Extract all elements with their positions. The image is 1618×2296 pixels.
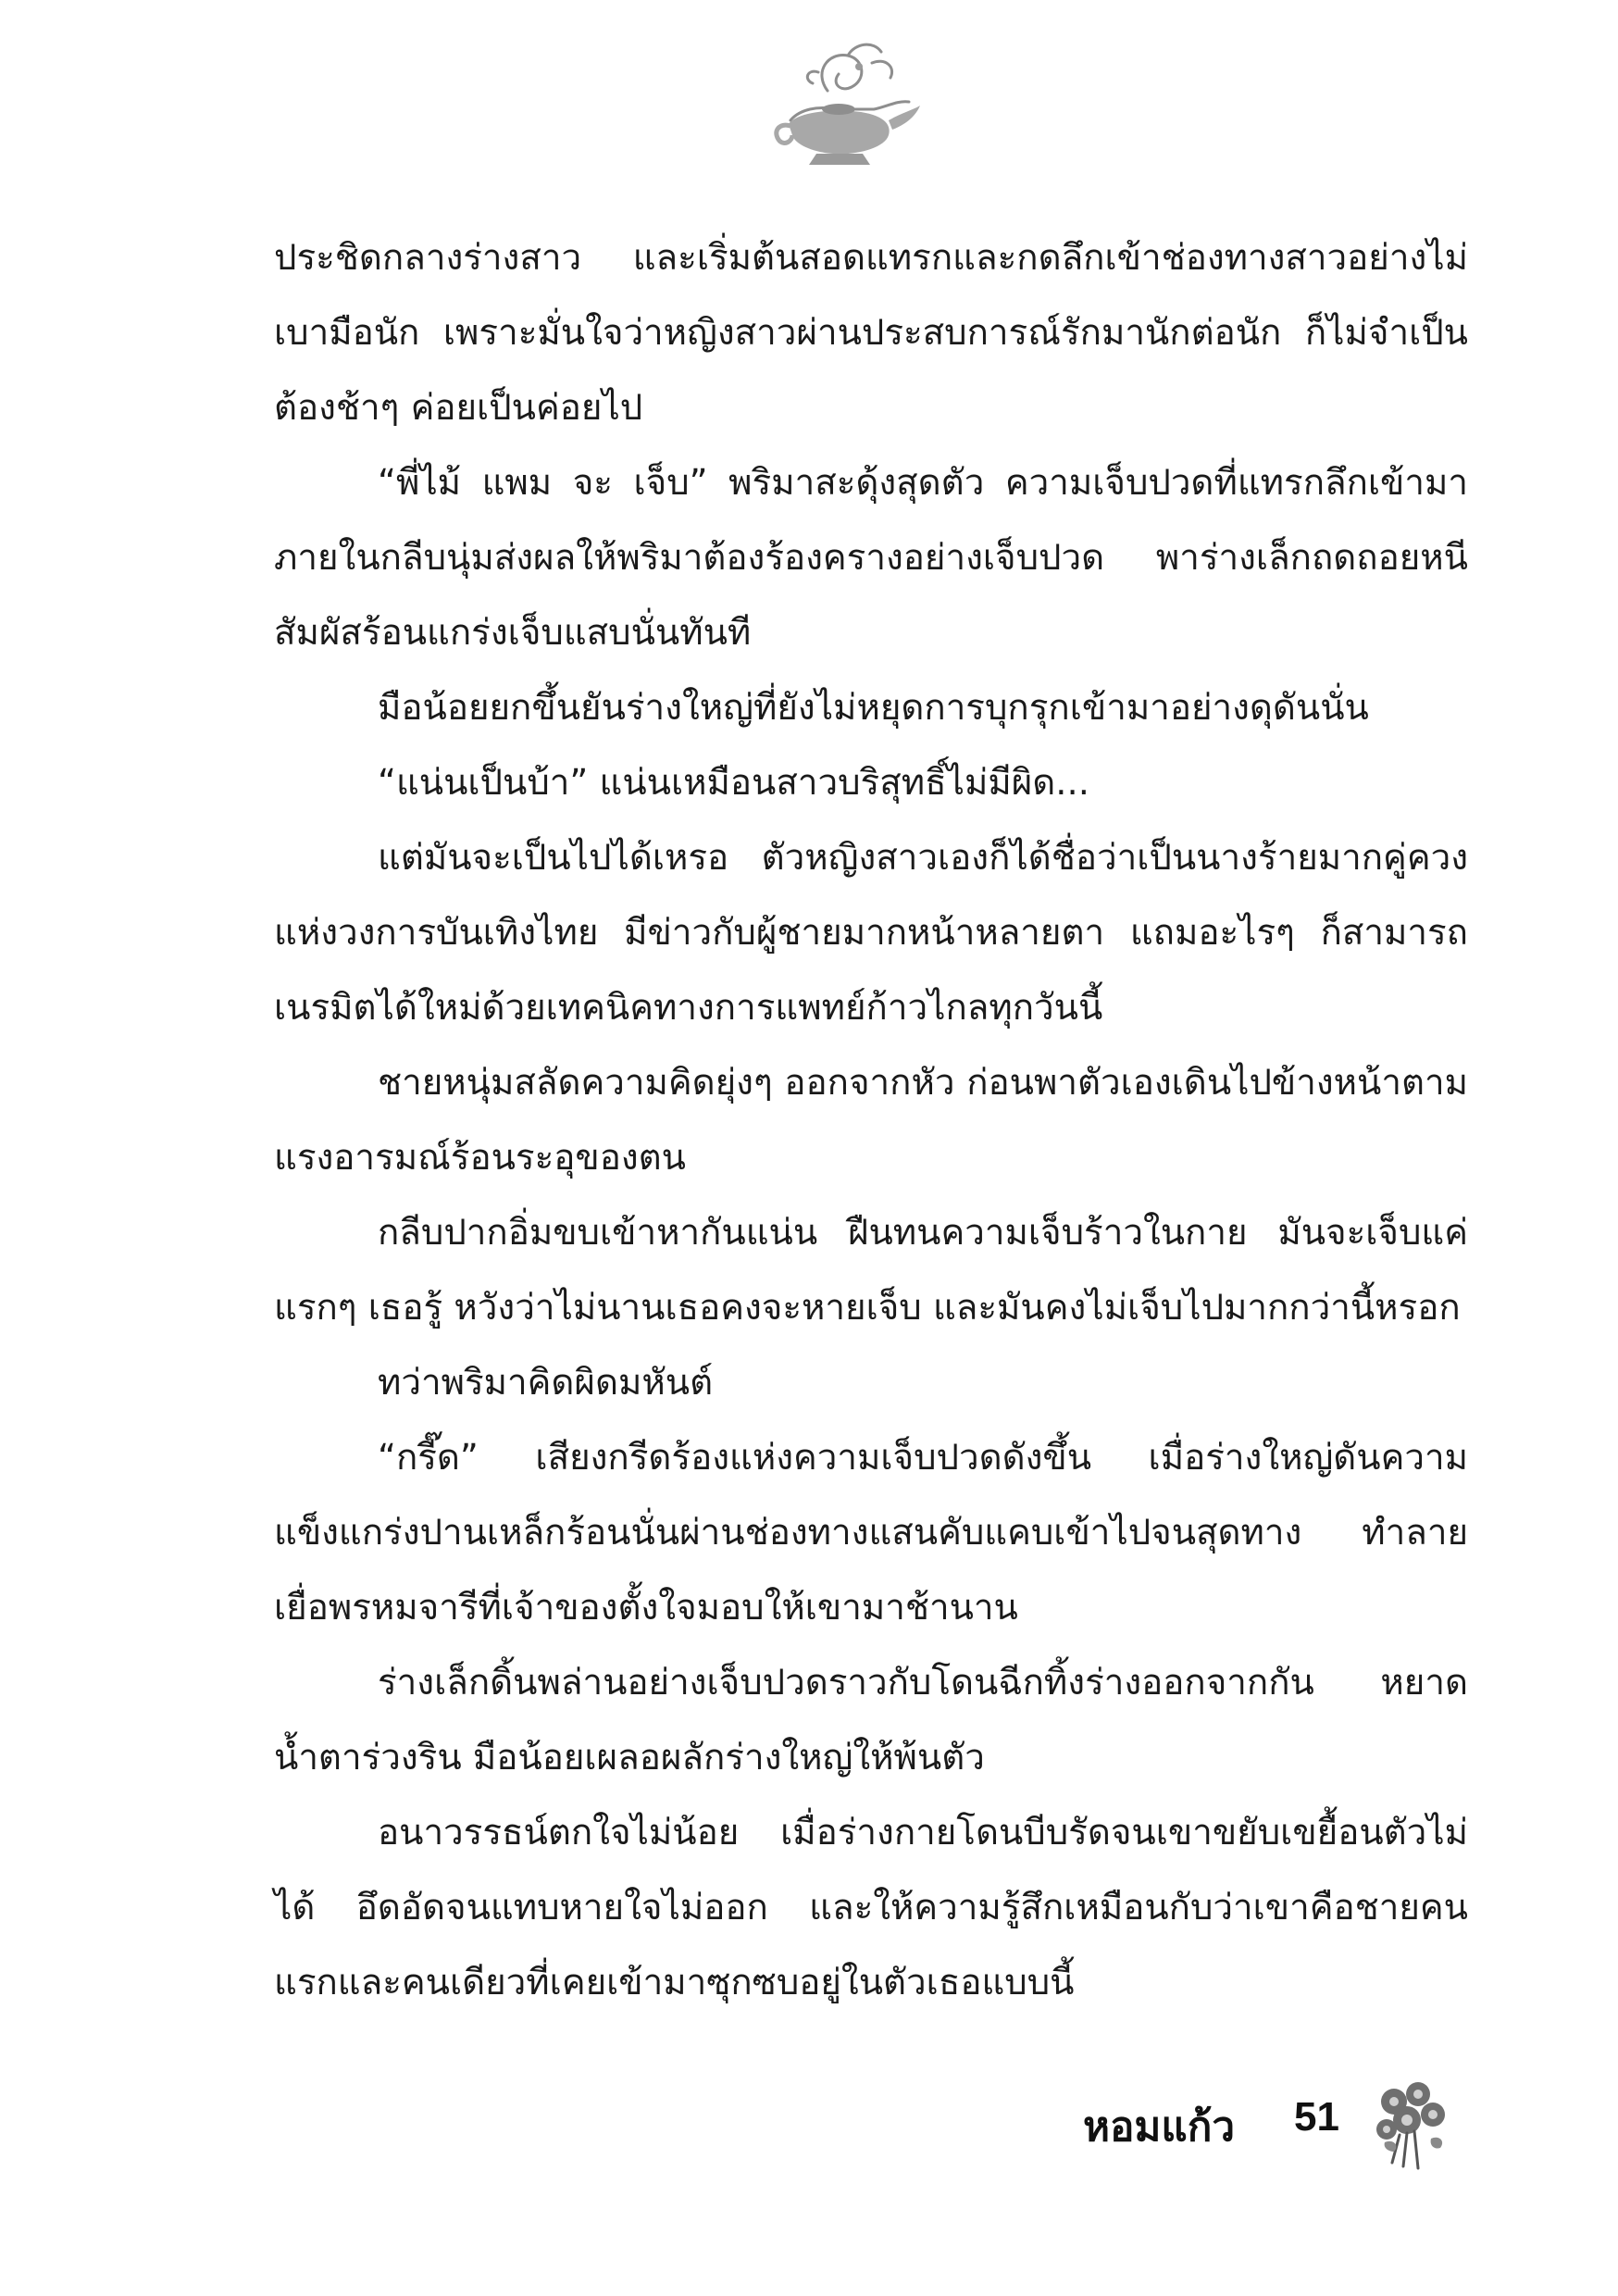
paragraph: ร่างเล็กดิ้นพล่านอย่างเจ็บปวดราวกับโดนฉีกทิ้งร่างออกจากกัน หยาดน้ำตาร่วงริน มือน้อยเผลอผลักร่างใหญ่ให้พ้นตัว [274, 1662, 1468, 1778]
paragraph: กลีบปากอิ่มขบเข้าหากันแน่น ฝืนทนความเจ็บร้าวในกาย มันจะเจ็บแค่แรกๆ เธอรู้ หวังว่าไม่นานเธอคงจะหายเจ็บ และมันคงไม่เจ็บไปมากกว่านี้หรอก [274, 1212, 1468, 1329]
paragraph: อนาวรรธน์ตกใจไม่น้อย เมื่อร่างกายโดนบีบรัดจนเขาขยับเขยื้อนตัวไม่ได้ อึดอัดจนแทบหายใจไม่ออก และให้ความรู้สึกเหมือนกับว่าเขาคือชายคนแรกและคนเดียวที่เคยเข้ามาซุกซบอยู่ในตัวเธอแบบนี้ [274, 1812, 1468, 2003]
paragraph: แต่มันจะเป็นไปได้เหรอ ตัวหญิงสาวเองก็ได้ชื่อว่าเป็นนางร้ายมากคู่ควงแห่งวงการบันเทิงไทย มีข่าวกับผู้ชายมากหน้าหลายตา แถมอะไรๆ ก็สามารถเนรมิตได้ใหม่ด้วยเทคนิคทางการแพทย์ก้าวไกลทุกวันนี้ [274, 837, 1468, 1029]
genie-lamp-icon [763, 35, 926, 174]
paragraph: มือน้อยยกขึ้นยันร่างใหญ่ที่ยังไม่หยุดการบุกรุกเข้ามาอย่างดุดันนั่น [378, 687, 1369, 729]
page-footer [1083, 2074, 1472, 2185]
paragraph: “กรี๊ด” เสียงกรีดร้องแห่งความเจ็บปวดดังขึ้น เมื่อร่างใหญ่ดันความแข็งแกร่งปานเหล็กร้อนนั่นผ่านช่องทางแสนคับแคบเข้าไปจนสุดทาง ทำลายเยื่อพรหมจารีที่เจ้าของตั้งใจมอบให้เขามาช้านาน [274, 1437, 1468, 1628]
page-number: 51 [1294, 2094, 1339, 2140]
paragraph: “พี่ไม้ แพม จะ เจ็บ” พริมาสะดุ้งสุดตัว ความเจ็บปวดที่แทรกลึกเข้ามาภายในกลีบนุ่มส่งผลให้พริมาต้องร้องครางอย่างเจ็บปวด พาร่างเล็กถดถอยหนีสัมผัสร้อนแกร่งเจ็บแสบนั่นทันที [274, 462, 1468, 654]
paragraph: ทว่าพริมาคิดผิดมหันต์ [378, 1362, 714, 1404]
flower-bouquet-icon [1366, 2074, 1455, 2176]
paragraph: ประชิดกลางร่างสาว และเริ่มต้นสอดแทรกและกดลึกเข้าช่องทางสาวอย่างไม่เบามือนัก เพราะมั่นใจว่าหญิงสาวผ่านประสบการณ์รักมานักต่อนัก ก็ไม่จำเป็นต้องช้าๆ ค่อยเป็นค่อยไป [274, 237, 1468, 429]
paragraph: “แน่นเป็นบ้า” แน่นเหมือนสาวบริสุทธิ์ไม่มีผิด... [378, 762, 1089, 804]
book-title: หอมแก้ว [1083, 2104, 1236, 2150]
paragraph: ชายหนุ่มสลัดความคิดยุ่งๆ ออกจากหัว ก่อนพาตัวเองเดินไปข้างหน้าตามแรงอารมณ์ร้อนระอุของตน [274, 1062, 1468, 1179]
body-text [274, 220, 1468, 2020]
